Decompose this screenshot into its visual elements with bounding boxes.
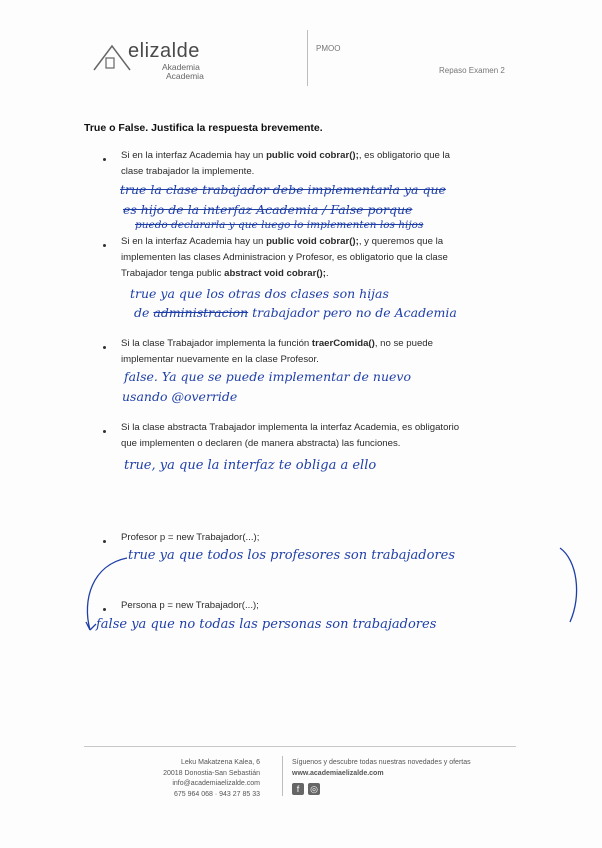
q3-text: Si la clase Trabajador implementa la función — [121, 338, 312, 349]
q1-text: Si en la interfaz Academia hay un — [121, 150, 267, 161]
header-divider — [307, 30, 308, 86]
q2-text: Si en la interfaz Academia hay un — [121, 236, 267, 247]
q2-answer-line1: true ya que los otras dos clases son hijas — [130, 286, 389, 301]
q5-answer-line1: true ya que todos los profesores son trabajadores — [128, 548, 456, 563]
q6-answer-line1: false ya que no todas las personas son trabajadores — [96, 617, 437, 632]
q4-answer-line1: true, ya que la interfaz te obliga a ello — [124, 458, 377, 473]
q3-bold: traerComida() — [311, 338, 375, 349]
q2-bold: public void cobrar(); — [266, 236, 359, 247]
bullet-dot — [103, 430, 106, 433]
q2-answer-pre: de — [134, 305, 154, 320]
logo-sub1: Akademia — [162, 62, 200, 72]
footer-email: info@academiaelizalde.com — [172, 780, 260, 787]
q4-line2: que implementen o declaren (de manera abstracta) las funciones. — [121, 438, 401, 449]
question-1 — [121, 148, 521, 180]
bullet-dot — [103, 158, 106, 161]
q1-answer-line1: true la clase trabajador debe implementarla ya que — [120, 182, 446, 197]
q2-answer-post: trabajador pero no de Academia — [248, 305, 457, 320]
bullet-dot — [103, 346, 106, 349]
facebook-icon[interactable]: f — [292, 783, 304, 795]
footer-slogan: Síguenos y descubre todas nuestras novedades y ofertas — [292, 759, 471, 766]
q1-line2: clase trabajador la implemente. — [121, 166, 255, 177]
logo-text: elizalde — [128, 40, 200, 62]
address-line2: 20018 Donostia-San Sebastián — [163, 769, 260, 777]
q2-line3-bold: abstract void cobrar(); — [224, 268, 326, 279]
footer-website[interactable]: www.academiaelizalde.com — [292, 769, 384, 777]
exam-label: Repaso Examen 2 — [439, 66, 505, 75]
question-4 — [121, 420, 541, 452]
footer-rule — [84, 746, 516, 747]
footer-phones: 675 964 068 · 943 27 85 33 — [173, 790, 260, 798]
q1-answer-line2: es hijo de la interfaz Academia / False porque — [123, 202, 413, 217]
q3-answer-line1: false. Ya que se puede implementar de nuevo — [124, 369, 412, 384]
logo-sub2: Academia — [166, 71, 204, 81]
q2-answer-strike: administracion — [153, 305, 249, 320]
q3-answer-line2: usando @override — [122, 389, 238, 404]
q1-text-post: , es obligatorio que la — [358, 150, 451, 161]
page-title: True o False. Justifica la respuesta brevemente. — [84, 122, 323, 134]
footer-divider — [282, 756, 283, 796]
q1-bold: public void cobrar(); — [266, 150, 359, 161]
question-5: Profesor p = new Trabajador(...); — [121, 532, 260, 543]
q2-line2: implementen las clases Administracion y Profesor, es obligatorio que la clase — [121, 252, 448, 263]
q3-text-post: , no se puede — [374, 338, 433, 349]
question-6: Persona p = new Trabajador(...); — [121, 600, 259, 611]
logo-house-icon — [92, 38, 132, 72]
q1-answer-line3: puedo declararla y que luego lo implementen los hijos — [135, 219, 424, 231]
q4-line1: Si la clase abstracta Trabajador implementa la interfaz Academia, es obligatorio — [121, 422, 460, 433]
footer-social — [292, 758, 522, 797]
instagram-icon[interactable]: ◎ — [308, 783, 320, 795]
question-2 — [121, 234, 541, 282]
module-label: PMOO — [316, 44, 341, 53]
q2-text-post: , y queremos que la — [358, 236, 444, 247]
address-line1: Leku Makatzena Kalea, 6 — [181, 759, 260, 766]
q2-line3-post: . — [325, 268, 329, 279]
q3-line2: implementar nuevamente en la clase Profesor. — [121, 354, 319, 365]
q2-line3: Trabajador tenga public — [121, 268, 225, 279]
footer-address — [130, 758, 260, 800]
q2-answer-line2 — [134, 305, 457, 320]
handwritten-arrow — [72, 540, 592, 640]
bullet-dot — [103, 244, 106, 247]
question-3 — [121, 336, 521, 368]
